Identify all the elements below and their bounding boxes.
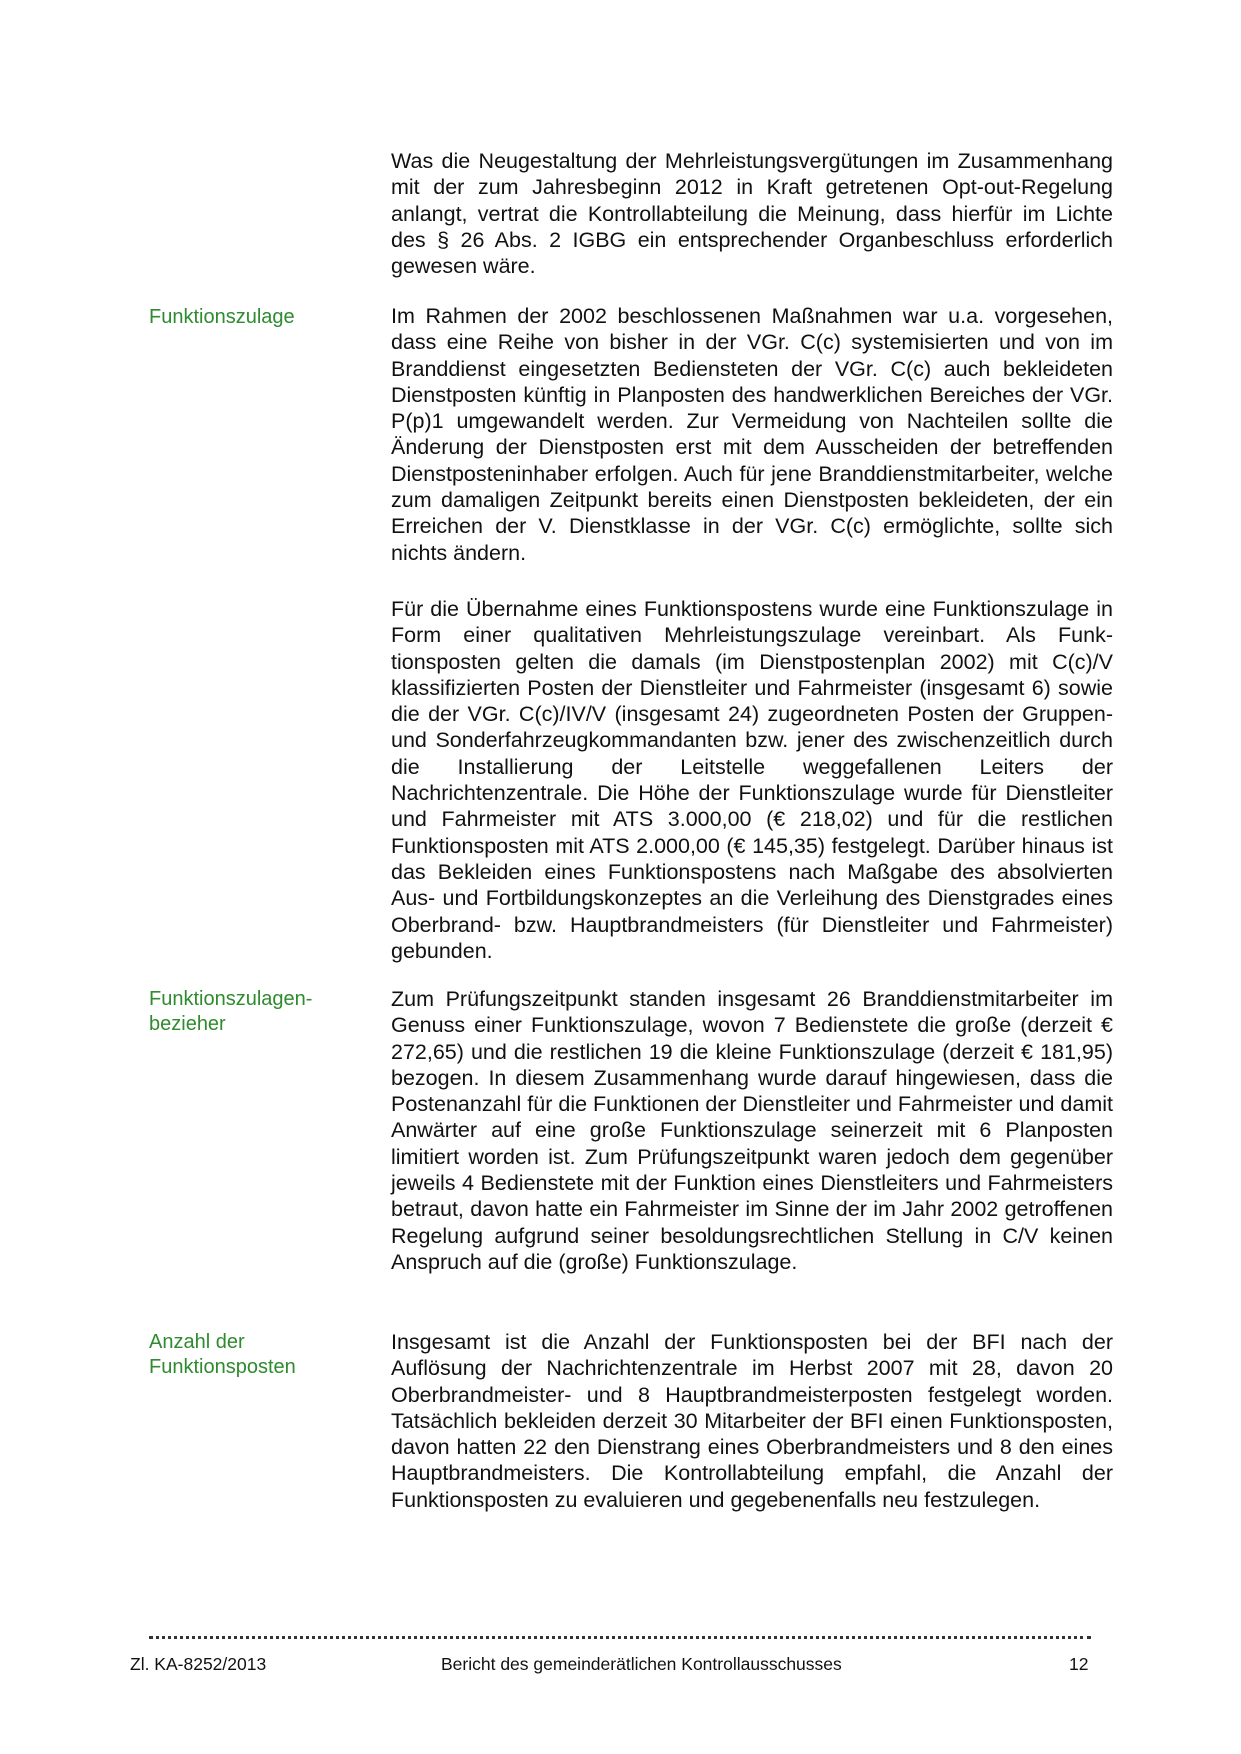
footer-reference: Zl. KA-8252/2013: [130, 1654, 267, 1674]
margin-note-funktionszulage: Funktionszulage: [149, 306, 295, 328]
footer-dotted-rule: [149, 1636, 1091, 1639]
margin-note-anzahl-funktionsposten: Anzahl der Funktionsposten: [149, 1331, 296, 1378]
paragraph-opt-out-regelung: Was die Neugestaltung der Mehrleistungsvergütungen im Zusammenhang mit der zum Jahresbeginn 2012 in Kraft getretenen Opt-out-Regelung anlangt, vertrat die Kontrollabteilung die Meinung, dass hierfür im Lichte des § 26 Abs. 2 IGBG ein entsprechender Organbeschluss erforderlich gewesen wäre.: [391, 149, 1113, 279]
footer-report-title: Bericht des gemeinderätlichen Kontrollausschusses: [441, 1654, 842, 1674]
margin-note-funktionszulagenbezieher: Funktionszulagen- bezieher: [149, 988, 313, 1035]
paragraph-anzahl-funktionsposten: Insgesamt ist die Anzahl der Funktionsposten bei der BFI nach der Auflösung der Nachrichtenzentrale im Herbst 2007 mit 28, davon 20 Oberbrandmeister- und 8 Hauptbrandmeisterposten festgelegt worden. Tatsächlich bekleiden derzeit 30 Mitarbeiter der BFI einen Funktionsposten, davon hatten 22 den Dienstrang eines Oberbrandmeisters und 8 den eines Hauptbrandmeisters. Die Kontrollabteilung empfahl, die Anzahl der Funktionsposten zu evaluieren und gegebenenfalls neu festzulegen.: [391, 1330, 1113, 1512]
paragraph-funktionszulagenbezieher: Zum Prüfungszeitpunkt standen insgesamt 26 Branddienstmitarbeiter im Genuss einer Funktionszulage, wovon 7 Bedienstete die große (derzeit € 272,65) und die restlichen 19 die kleine Funktionszulage (derzeit € 181,95) bezogen. In diesem Zusammenhang wurde darauf hingewiesen, dass die Postenanzahl für die Funktionen der Dienstleiter und Fahrmeister und damit Anwärter auf eine große Funktionszulage seinerzeit mit 6 Planposten limitiert worden ist. Zum Prüfungszeitpunkt waren jedoch dem gegenüber jeweils 4 Bedienstete mit der Funktion eines Dienstleiters und Fahrmeisters betraut, davon hatte ein Fahrmeister im Sinne der im Jahr 2002 getroffenen Regelung aufgrund seiner besoldungsrechtlichen Stellung in C/V keinen Anspruch auf die (große) Funktionszulage.: [391, 987, 1113, 1274]
paragraph-funktionsposten-definition: Für die Übernahme eines Funktionspostens wurde eine Funktionszulage in Form einer qualitativen Mehrleistungszulage vereinbart. Als Funktionsposten gelten die damals (im Dienstpostenplan 2002) mit C(c)/V klassifizierten Posten der Dienstleiter und Fahrmeister (insgesamt 6) sowie die der VGr. C(c)/IV/V (insgesamt 24) zugeordneten Posten der Gruppen- und Sonderfahrzeugkommandanten bzw. jener des zwischenzeitlich durch die Installierung der Leitstelle weggefallenen Leiters der Nachrichtenzentrale. Die Höhe der Funktionszulage wurde für Dienstleiter und Fahrmeister mit ATS 3.000,00 (€ 218,02) und für die restlichen Funktionsposten mit ATS 2.000,00 (€ 145,35) festgelegt. Darüber hinaus ist das Bekleiden eines Funktionspostens nach Maßgabe des absolvierten Aus- und Fortbildungskonzeptes an die Verleihung des Dienstgrades eines Oberbrand- bzw. Hauptbrandmeisters (für Dienstleiter und Fahrmeister) gebunden.: [391, 597, 1113, 963]
footer-page-number: 12: [1069, 1654, 1089, 1674]
paragraph-massnahmen-2002: Im Rahmen der 2002 beschlossenen Maßnahmen war u.a. vorgesehen, dass eine Reihe von bisher in der VGr. C(c) systemisierten und von im Branddienst eingesetzten Bediensteten der VGr. C(c) auch bekleideten Dienstposten künftig in Planposten des handwerklichen Bereiches der VGr. P(p)1 umgewandelt werden. Zur Vermeidung von Nachteilen sollte die Änderung der Dienstposten erst mit dem Ausscheiden der betreffenden Dienstposteninhaber erfolgen. Auch für jene Branddienstmitarbeiter, welche zum damaligen Zeitpunkt bereits einen Dienstposten bekleideten, der ein Erreichen der V. Dienstklasse in der VGr. C(c) ermöglichte, sollte sich nichts ändern.: [391, 304, 1113, 565]
